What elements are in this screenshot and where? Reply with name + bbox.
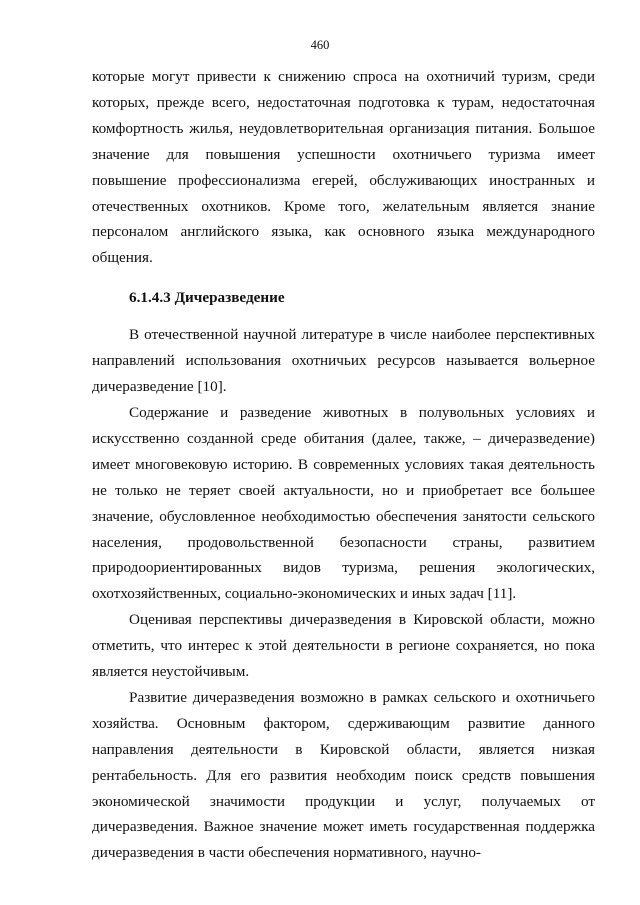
paragraph-history: Содержание и разведение животных в полувольных условиях и искусственно созданной среде обитания (далее, также, – дичеразведение) имеет многовековую историю. В современных условиях такая деятельность не только не теряет своей актуальности, но и приобретает все большее значение, обусловленное необходимостью обеспечения занятости сельского населения, продовольственной безопасности страны, развитием природоориентированных видов туризма, решения экологических, охотхозяйственных, социально-экономических и иных задач [11]. [92, 403, 595, 603]
paragraph-prospects: Оценивая перспективы дичеразведения в Кировской области, можно отметить, что интерес к этой деятельности в регионе сохраняется, но пока является неустойчивым. [92, 611, 595, 681]
page-number: 460 [310, 38, 330, 52]
section-heading: 6.1.4.3 Дичеразведение [129, 289, 285, 307]
paragraph-continued: которые могут привести к снижению спроса на охотничий туризм, среди которых, прежде всего, недостаточная подготовка к турам, недостаточная комфортность жилья, неудовлетворительная организация питания. Большое значение для повышения успешности охотничьего туризма имеет повышение профессионализма егерей, обслуживающих иностранных и отечественных охотников. Кроме того, желательным является знание персоналом английского языка, как основного языка международного общения. [92, 68, 595, 267]
paragraph-development: Развитие дичеразведения возможно в рамках сельского и охотничьего хозяйства. Основным фактором, сдерживающим развитие данного направления деятельности в Кировской области, является низкая рентабельность. Для его развития необходим поиск средств повышения экономической значимости продукции и услуг, получаемых от дичеразведения. Важное значение может иметь государственная поддержка дичеразведения в части обеспечения нормативного, научно- [92, 688, 595, 862]
document-body [92, 64, 595, 866]
paragraph-literature: В отечественной научной литературе в числе наиболее перспективных направлений использования охотничьих ресурсов называется вольерное дичеразведение [10]. [92, 326, 595, 396]
